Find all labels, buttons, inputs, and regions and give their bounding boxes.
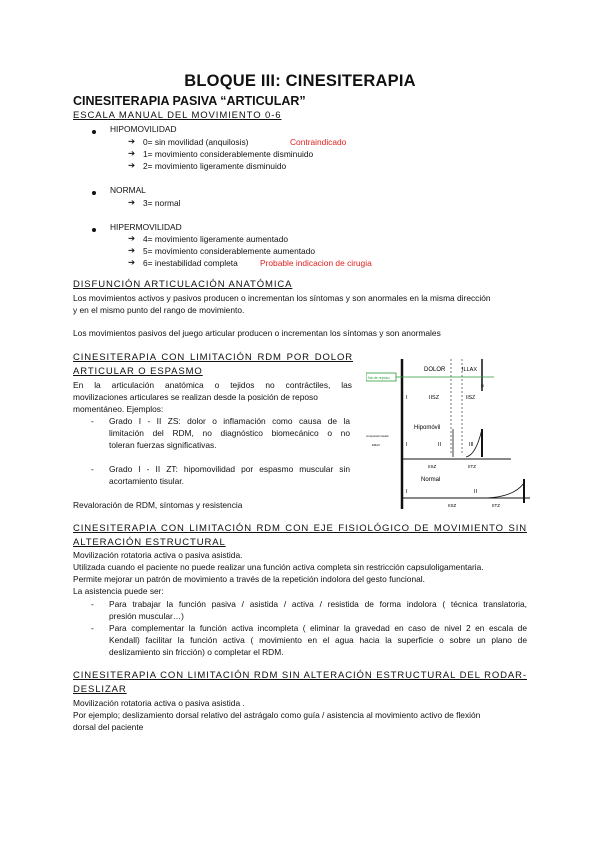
normal-label: Normal	[421, 477, 441, 483]
escala-item: 4= movimiento ligeramente aumentado	[143, 234, 289, 244]
compresion-label: compresión tisular	[366, 434, 389, 438]
arrow-icon: ➔	[128, 233, 136, 243]
intro-text: momentáneo. Ejemplos:	[73, 404, 164, 414]
eje-text: La asistencia puede ser:	[73, 586, 164, 596]
hipomovilidad-bullet	[92, 126, 96, 136]
eje-item: Kendall) facilitar la función activa ( movimiento en el agua hacia la superficie o sobre un plano de	[109, 635, 527, 645]
normal-label: NORMAL	[110, 185, 146, 195]
disfuncion-heading: DISFUNCIÓN ARTICULACIÓN ANATÓMICA	[73, 279, 293, 290]
eje-item: presión muscular…)	[109, 611, 184, 621]
hipomovilidad-label: HIPOMOVILIDAD	[110, 124, 177, 134]
revaloracion-text: Revaloración de RDM, síntomas y resistencia	[73, 500, 243, 510]
roman-iii: III	[469, 442, 474, 448]
roman-i: I	[406, 442, 408, 448]
rodar-heading: CINESITERAPIA CON LIMITACIÓN RDM SIN ALTERACIÓN ESTRUCTURAL DEL RODAR-	[73, 670, 527, 681]
arrow-icon: ➔	[128, 197, 136, 207]
escala-item: 3= normal	[143, 198, 181, 208]
eje-text: Permite mejorar un patrón de movimiento a través de la repetición indolora del gesto funcional.	[73, 574, 425, 584]
disfuncion-text: Los movimientos pasivos del juego articular producen o incrementan los síntomas y son anormales	[73, 328, 441, 338]
escala-item: 6= inestabilidad completa	[143, 258, 238, 268]
escala-item: 0= sin movilidad (anquilosis)	[143, 137, 249, 147]
iitz-label: IITZ	[492, 503, 500, 508]
escala-item: 5= movimiento considerablemente aumentado	[143, 246, 316, 256]
roman-ii: II	[474, 489, 478, 495]
dash-marker: -	[91, 416, 94, 426]
hipermovilidad-label: HIPERMOVILIDAD	[110, 222, 182, 232]
iisz-bottom-label: IISZ	[448, 503, 457, 508]
eje-item: Para complementar la función activa incompleta ( eliminar la gravedad en caso de nivel 2 en escala de	[109, 623, 527, 633]
rodar-text: Movilización rotatoria activa o pasiva asistida .	[73, 698, 245, 708]
emax-label: EMAX	[372, 443, 380, 447]
intro-text: En la articulación anatómica o tejidos no contráctiles, las	[73, 380, 352, 390]
iitz-label: IITZ	[468, 464, 476, 469]
contraindicado-note: Contraindicado	[290, 137, 347, 147]
intro-text: movilizaciones articulares se realizan desde la posición de reposo	[73, 392, 318, 402]
escala-item: 1= movimiento considerablemente disminuido	[143, 149, 314, 159]
dash-marker: -	[91, 623, 94, 633]
roman-i: I	[406, 489, 408, 495]
rdm-diagram	[366, 357, 530, 509]
roman-ii: II	[438, 442, 442, 448]
hipomovil-label: Hipomóvil	[414, 425, 441, 431]
illax-label: ILLAX	[462, 367, 477, 373]
iisz-small-label: IISZ	[466, 395, 476, 401]
bullet-dot-icon	[92, 130, 96, 134]
grado-text: Grado I - II ZT: hipomovilidad por espasmo muscular sin	[109, 464, 350, 474]
eje-text: Movilización rotatoria activa o pasiva asistida.	[73, 550, 243, 560]
eje-text: Utilizada cuando el paciente no puede realizar una función activa completa sin restricción capsuloligamentaria.	[73, 562, 484, 572]
eje-heading-2: ALTERACIÓN ESTRUCTURAL	[73, 537, 226, 548]
cirugia-note: Probable indicacion de cirugia	[260, 258, 372, 268]
rodar-heading-2: DESLIZAR	[73, 684, 127, 695]
arrow-icon: ➔	[128, 245, 136, 255]
rodar-text: dorsal del paciente	[73, 722, 144, 732]
normal-bullet	[92, 187, 96, 197]
reposo-label: Na de reposo	[368, 376, 390, 380]
eje-item: deslizamiento sin fricción) o completar el RDM.	[109, 647, 284, 657]
eje-item: Para trabajar la función pasiva / asistida / activa / resistida de forma indolora ( técnica translatoria,	[109, 599, 527, 609]
limitacion-dolor-heading: CINESITERAPIA CON LIMITACIÓN RDM POR DOLOR	[73, 352, 353, 363]
page-title: BLOQUE III: CINESITERAPIA	[184, 72, 416, 90]
dash-marker: -	[91, 464, 94, 474]
grado-text: acortamiento tisular.	[109, 476, 184, 486]
limitacion-dolor-heading-2: ARTICULAR O ESPASMO	[73, 366, 203, 377]
grado-text: Grado I - II ZS: dolor o inflamación como causa de la	[109, 416, 350, 426]
grado-text: toleran fuerzas significativas.	[109, 440, 217, 450]
hipermovilidad-bullet	[92, 224, 96, 234]
arrow-icon: ➔	[128, 160, 136, 170]
iisz-label: IISZ	[429, 395, 440, 401]
rodar-text: Por ejemplo; deslizamiento dorsal relativo del astrágalo como guía / asistencia al movimiento activo de flexión	[73, 710, 481, 720]
escala-heading: ESCALA MANUAL DEL MOVIMIENTO 0-6	[73, 110, 282, 121]
arrow-icon: ➔	[128, 257, 136, 267]
bullet-dot-icon	[92, 228, 96, 232]
arrow-icon: ➔	[128, 136, 136, 146]
disfuncion-text: Los movimientos activos y pasivos producen o incrementan los síntomas y son anormales en la misma dirección	[73, 293, 491, 303]
disfuncion-text: y en el mismo punto del rango de movimiento.	[73, 305, 245, 315]
grado-text: limitación del RDM, no diagnóstico biomecánico o no	[109, 428, 350, 438]
dash-marker: -	[91, 599, 94, 609]
normal-curve	[486, 483, 524, 498]
subtitle: CINESITERAPIA PASIVA “ARTICULAR”	[73, 94, 306, 108]
escala-item: 2= movimiento ligeramente disminuido	[143, 161, 287, 171]
eje-heading: CINESITERAPIA CON LIMITACIÓN RDM CON EJE FISIOLÓGICO DE MOVIMIENTO SIN	[73, 523, 527, 534]
bullet-dot-icon	[92, 191, 96, 195]
iisz-bottom-label: IISZ	[428, 464, 437, 469]
dolor-label: DOLOR	[424, 367, 446, 373]
plus-mark: III	[481, 384, 484, 388]
arrow-icon: ➔	[128, 148, 136, 158]
roman-i: I	[406, 395, 408, 401]
